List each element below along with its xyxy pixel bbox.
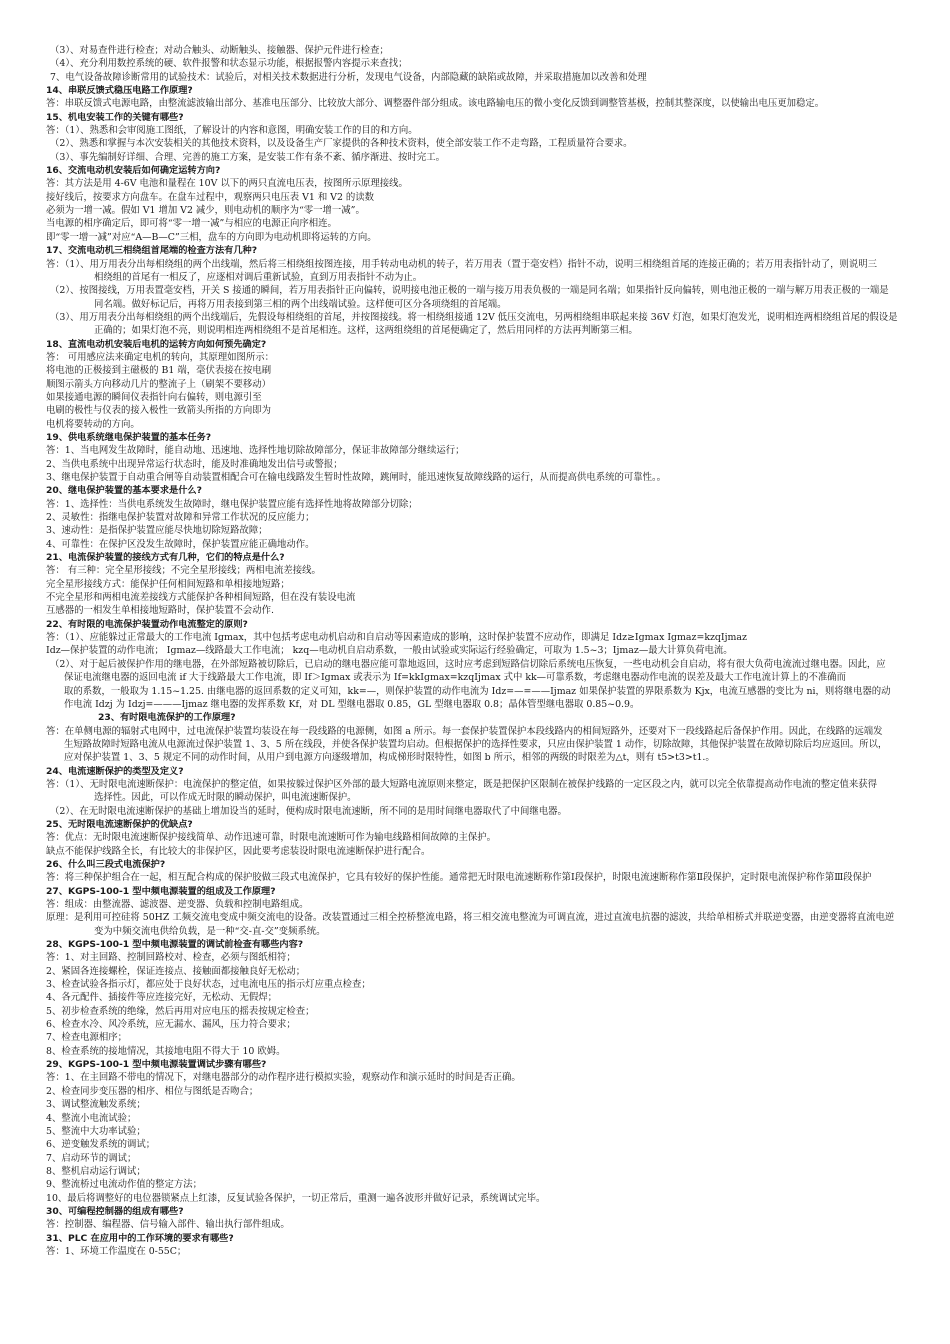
- text-line: 不完全星形和两相电流差接线方式能保护各种相间短路，但在没有装设电流: [46, 592, 356, 604]
- question-heading: 24、电流速断保护的类型及定义?: [46, 765, 184, 777]
- question-heading: 20、继电保护装置的基本要求是什么?: [46, 485, 202, 497]
- text-line: 5、整流中大功率试验；: [46, 1125, 146, 1137]
- question-heading: 31、PLC 在应用中的工作环境的要求有哪些?: [46, 1232, 234, 1244]
- text-line: 如果接通电源的瞬间仪表指针向右偏转，则电源引至: [46, 391, 262, 403]
- text-line: 接好线后，按要求方向盘车。在盘车过程中，观察两只电压表 V1 和 V2 的读数: [46, 191, 375, 203]
- text-line: （3）、事先编制好详细、合理、完善的施工方案，是安装工作有条不紊、循序渐进、按时完工。: [50, 151, 446, 163]
- text-line: 3、调试整流触发系统；: [46, 1099, 146, 1111]
- text-line: 答：（1）、无时限电流速断保护：电流保护的整定值，如果按躲过保护区外部的最大短路电流原则来整定，既是把保护区限制在被保护线路的一定区段之内，就可以完全依靠提高动作电流的整定值来获得: [46, 778, 877, 790]
- text-line: 电机将要转动的方向。: [46, 418, 140, 430]
- question-heading: 25、无时限电流速断保护的优缺点?: [46, 818, 193, 830]
- text-line: 顺图示箭头方向移动几片的整流子上（刷架不要移动）: [46, 378, 272, 390]
- text-line: 2、灵敏性：指继电保护装置对故障和异常工作状况的反应能力；: [46, 512, 315, 524]
- text-line: 8、整机启动运行调试；: [46, 1165, 146, 1177]
- text-line: （3）、对易查件进行检查；对动合触头、动断触头、接触器、保护元件进行检查；: [50, 45, 389, 56]
- question-heading: 16、交流电动机安装后如何确定运转方向?: [46, 165, 221, 177]
- question-heading: 28、KGPS-100-1 型中频电源装置的调试前检查有哪些内容?: [46, 939, 304, 951]
- text-line: 3、检查试验各指示灯，都应处于良好状态，过电流电压的指示灯应重点检查；: [46, 979, 371, 991]
- text-line: 答：（1）、用万用表分出每相绕组的两个出线端，然后将三相绕组按图连接，用手转动电动机的转子，若万用表（置于毫安档）指针不动，说明三相绕组首尾的连接正确的；若万用表指针动了，则说明三: [46, 258, 877, 270]
- text-line: 生短路故障时短路电流从电源流过保护装置 1、3、5 所在线段，并使各保护装置均启动。但根据保护的选择性要求，只应由保护装置 1 动作，切除故障，其他保护装置在故障切除后均应返回。所以，: [64, 738, 888, 750]
- text-line: 7、电气设备故障诊断常用的试验技术：试验后，对相关技术数据进行分析，发现电气设备，内部隐藏的缺陷或故障，并采取措施加以改善和处理: [50, 71, 647, 83]
- text-line: 6、逆变触发系统的调试；: [46, 1139, 156, 1151]
- question-heading: 26、什么叫三段式电流保护?: [46, 858, 166, 870]
- text-line: 3、继电保护装置于自动重合闸等自动装置相配合可在输电线路发生暂时性故障，跳闸时，能迅速恢复故障线路的运行，从而提高供电系统的可靠性。。: [46, 472, 667, 483]
- text-line: （2）、在无时限电流速断保护的基础上增加设当的延时，便构成时限电流速断，所不同的是用时间继电器取代了中间继电器。: [50, 805, 567, 817]
- text-line: 3、速动性：是指保护装置应能尽快地切除短路故障；: [46, 525, 268, 537]
- text-line: 4、可靠性：在保护区没发生故障时，保护装置应能正确地动作。: [46, 538, 315, 550]
- text-line: 答：串联反馈式电源电路，由整流滤波输出部分、基准电压部分、比较放大部分、调整器件部分组成。该电路输电压的微小变化反馈到调整管基极，控制其整深度，以使输出电压更加稳定。: [46, 98, 825, 110]
- question-heading: 14、串联反馈式稳压电路工作原理?: [46, 85, 193, 97]
- text-line: 必须为一增一减。假如 V1 增加 V2 减少，则电动机的顺序为“零一增一减”。: [46, 205, 365, 217]
- text-line: 2、紧固各连接螺栓，保证连接点、接触面都接触良好无松动；: [46, 965, 306, 977]
- text-line: 电刷的极性与仪表的接入极性一致箭头所指的方向即为: [46, 405, 272, 417]
- text-line: 答：在单侧电源的辐射式电网中，过电流保护装置均装设在每一段线路的电源侧，如图 a 所示。每一套保护装置保护本段线路内的相间短路外，还要对下一段线路起后备保护作用。因此，在线路的远端发: [46, 725, 883, 737]
- text-line: 作电流 Idzj 为 Idzj=———Ijmaz 继电器的发挥系数 Kf，对 DL 型继电器取 0.85，GL 型继电器取 0.8；晶体管型继电器取 0.85~0.9。: [64, 698, 640, 710]
- text-line: Idz—保护装置的动作电流； Igmaz—线路最大工作电流； kzq—电动机自启动系数，一般由试验或实际运行经验确定，可取为 1.5~3；Ijmaz—最大计算负荷电流。: [46, 645, 733, 657]
- text-line: 变为中频交流电供给负载，是一种“交-直-交”变频系统。: [94, 925, 326, 937]
- question-heading: 23、有时限电流保护的工作原理?: [98, 712, 236, 724]
- question-heading: 21、电流保护装置的接线方式有几种，它们的特点是什么?: [46, 552, 285, 564]
- text-line: （4）、充分利用数控系统的硬、软件报警和状态显示功能，根据报警内容提示来查找；: [50, 58, 408, 70]
- question-heading: 15、机电安装工作的关键有哪些?: [46, 111, 184, 123]
- text-line: 互感器的一相发生单相接地短路时，保护装置不会动作.: [46, 605, 274, 617]
- text-line: 当电源的相序确定后，即可将“零一增一减”与相应的电源正向序相连。: [46, 218, 337, 230]
- text-line: （2）、熟悉和掌握与本次安装相关的其他技术资料，以及设备生产厂家提供的各种技术资料，使全部安装工作不走弯路，工程质量符合要求。: [50, 138, 633, 150]
- text-line: 正确的；如果灯泡不亮，则说明相连两相绕组不是首尾相连。这样，这两组绕组的首尾便确定了，然后用同样的方法再判断第三相。: [94, 325, 638, 337]
- text-line: 答：1、环境工作温度在 0-55C；: [46, 1245, 187, 1257]
- question-heading: 29、KGPS-100-1 型中频电源装置调试步骤有哪些?: [46, 1059, 267, 1071]
- text-line: 答：（1）、熟悉和会审阅施工图纸，了解设计的内容和意图，明确安装工作的目的和方向。: [46, 125, 418, 137]
- text-line: 答：控制器、编程器、信号输入部件、输出执行部件组成。: [46, 1219, 290, 1231]
- question-heading: 19、供电系统继电保护装置的基本任务?: [46, 431, 212, 443]
- text-line: 即“零一增一减”对应“A—B—C”三相，盘车的方向即为电动机即将运转的方向。: [46, 231, 377, 243]
- text-line: 相绕组的首尾有一相反了，应逐相对调后重新试验，直到万用表指针不动为止。: [94, 271, 423, 283]
- text-line: 答： 可用感应法来确定电机的转向，其原理如图所示：: [46, 351, 274, 363]
- text-line: 答：将三种保护组合在一起，相互配合构成的保护胶做三段式电流保护，它具有较好的保护性能。通常把无时限电流速断称作第Ⅰ段保护，时限电流速断称作第Ⅱ段保护，定时限电流保护称作第Ⅲ段保护: [46, 872, 872, 884]
- text-line: 10、最后将调整好的电位器锁紧点上红漆，反复试验各保护，一切正常后，重测一遍各波形并做好记录，系统调试完毕。: [46, 1192, 546, 1204]
- text-line: 答：其方法是用 4-6V 电池和量程在 10V 以下的两只直流电压表，按图所示原理接线。: [46, 178, 408, 190]
- question-heading: 17、交流电动机三相绕组首尾端的检查方法有几种?: [46, 245, 258, 257]
- text-line: 取的系数，一般取为 1.15~1.25. 由继电器的返回系数的定义可知，kk=—，则保护装置的动作电流为 Idz=—=——Ijmaz 如果保护装置的界限系数为 Kjx，电流互感器的变比为 ni，则将继电器的动: [64, 685, 891, 697]
- document-body: [46, 44, 904, 1258]
- text-line: 7、启动环节的调试；: [46, 1152, 137, 1164]
- text-line: 4、整流小电流试验；: [46, 1112, 137, 1124]
- text-line: 选择性。因此，可以作成无时限的瞬动保护，叫电流速断保护。: [94, 792, 357, 804]
- text-line: 原理：是利用可控硅将 50HZ 工频交流电变成中频交流电的设备。改装置通过三相全控桥整流电路，将三相交流电整流为可调直流，进过直流电抗器的滤波，共给单相桥式并联逆变器，由逆变器将直流电逆: [46, 912, 895, 924]
- text-line: 答：1、当电网发生故障时，能自动地、迅速地、选择性地切除故障部分，保证非故障部分继续运行；: [46, 445, 465, 457]
- text-line: 2、检查同步变压器的相序、相位与图纸是否吻合；: [46, 1085, 259, 1097]
- text-line: 答：组成：由整流器、滤波器、逆变器、负载和控制电路组成。: [46, 899, 309, 910]
- question-heading: 30、可编程控制器的组成有哪些?: [46, 1205, 184, 1217]
- text-line: 保证电流继电器的返回电流 if 大于线路最大工作电流，即 If＞Igmax 或表示为 If=kkIgmax=kzqIjmax 式中 kk—可靠系数，考虑继电器动作电流的误差及最大工作电流计算上的不准确而: [64, 672, 847, 684]
- text-line: 应对保护装置 1、3、5 规定不同的动作时间，从用户到电源方向逐级增加，构成梯形时限特性，如图 b 所示，相邻的两级的时限差为△t，则有 t5>t3>t1.。: [64, 752, 715, 764]
- text-line: 完全星形接线方式：能保护任何相间短路和单相接地短路；: [46, 578, 290, 590]
- text-line: （2）、按图接线，万用表置毫安档，开关 S 接通的瞬间，若万用表指针正向偏转，说明接电池正极的一端与接万用表负极的一端是同名端；如果指针反向偏转，则电池正极的一端与解万用表正极的一端是: [50, 285, 889, 297]
- text-line: 5、初步检查系统的绝缘，然后再用对应电压的摇表按规定检查；: [46, 1005, 315, 1017]
- text-line: （2）、对于起后被保护作用的继电器，在外部短路被切除后，已启动的继电器应能可靠地返回，这时应考虑到短路信切除后系统电压恢复，一些电动机会自启动，将有很大负荷电流流过继电器。因此，应: [50, 658, 886, 670]
- text-line: 9、整流桥过电流动作值的整定方法；: [46, 1179, 202, 1191]
- text-line: 答：1、在主回路不带电的情况下，对继电器部分的动作程序进行模拟实验，观察动作和演示延时的时间是否正确。: [46, 1072, 521, 1084]
- text-line: 缺点不能保护线路全长，有比较大的非保护区，因此要考虑装设时限电流速断保护进行配合。: [46, 845, 431, 857]
- text-line: 答： 有三种：完全星形接线；不完全星形接线；两相电流差接线。: [46, 565, 321, 577]
- text-line: 8、检查系统的接地情况，其接地电阻不得大于 10 欧姆。: [46, 1045, 286, 1057]
- text-line: 答：1、对主回路、控制回路校对、检查，必须与图纸相符；: [46, 952, 296, 964]
- text-line: 7、检查电源相序；: [46, 1032, 127, 1044]
- question-heading: 22、有时限的电流保护装置动作电流整定的原则?: [46, 618, 248, 630]
- text-line: 同名端。做好标记后，再将万用表接到第三相的两个出线端试验。这样便可区分各项绕组的首尾端。: [94, 298, 507, 310]
- text-line: 答：优点：无时限电流速断保护接线简单、动作迅速可靠，时限电流速断可作为输电线路相间故障的主保护。: [46, 832, 497, 844]
- text-line: 6、检查水冷、风冷系统，应无漏水、漏风，压力符合要求；: [46, 1019, 296, 1031]
- question-heading: 27、KGPS-100-1 型中频电源装置的组成及工作原理?: [46, 885, 276, 897]
- text-line: （3）、用万用表分出每相绕组的两个出线端后，先假设每相绕组的首尾，并按图接线。将一相绕组接通 12V 低压交流电，另两相绕组串联起来接 36V 灯泡，如果灯泡发光，说明相连两相绕组首尾的假设是: [50, 311, 898, 323]
- text-line: 将电池的正极接到主磁极的 B1 端，毫伏表接在按电刷: [46, 365, 272, 377]
- text-line: 4、各元配件、插接件等应连接完好，无松动、无假焊；: [46, 992, 277, 1004]
- question-heading: 18、直流电动机安装后电机的运转方向如何预先确定?: [46, 338, 267, 350]
- text-line: 答：（1）、应能躲过正常最大的工作电流 Igmax，其中包括考虑电动机启动和自启动等因素造成的影响，这时保护装置不应动作，即满足 Idz≥Igmax Igmaz=kzqIjmaz: [46, 632, 747, 644]
- text-line: 2、当供电系统中出现异常运行状态时，能及时准确地发出信号或警报；: [46, 458, 343, 470]
- text-line: 答：1、选择性：当供电系统发生故障时，继电保护装置应能有选择性地将故障部分切除；: [46, 498, 418, 510]
